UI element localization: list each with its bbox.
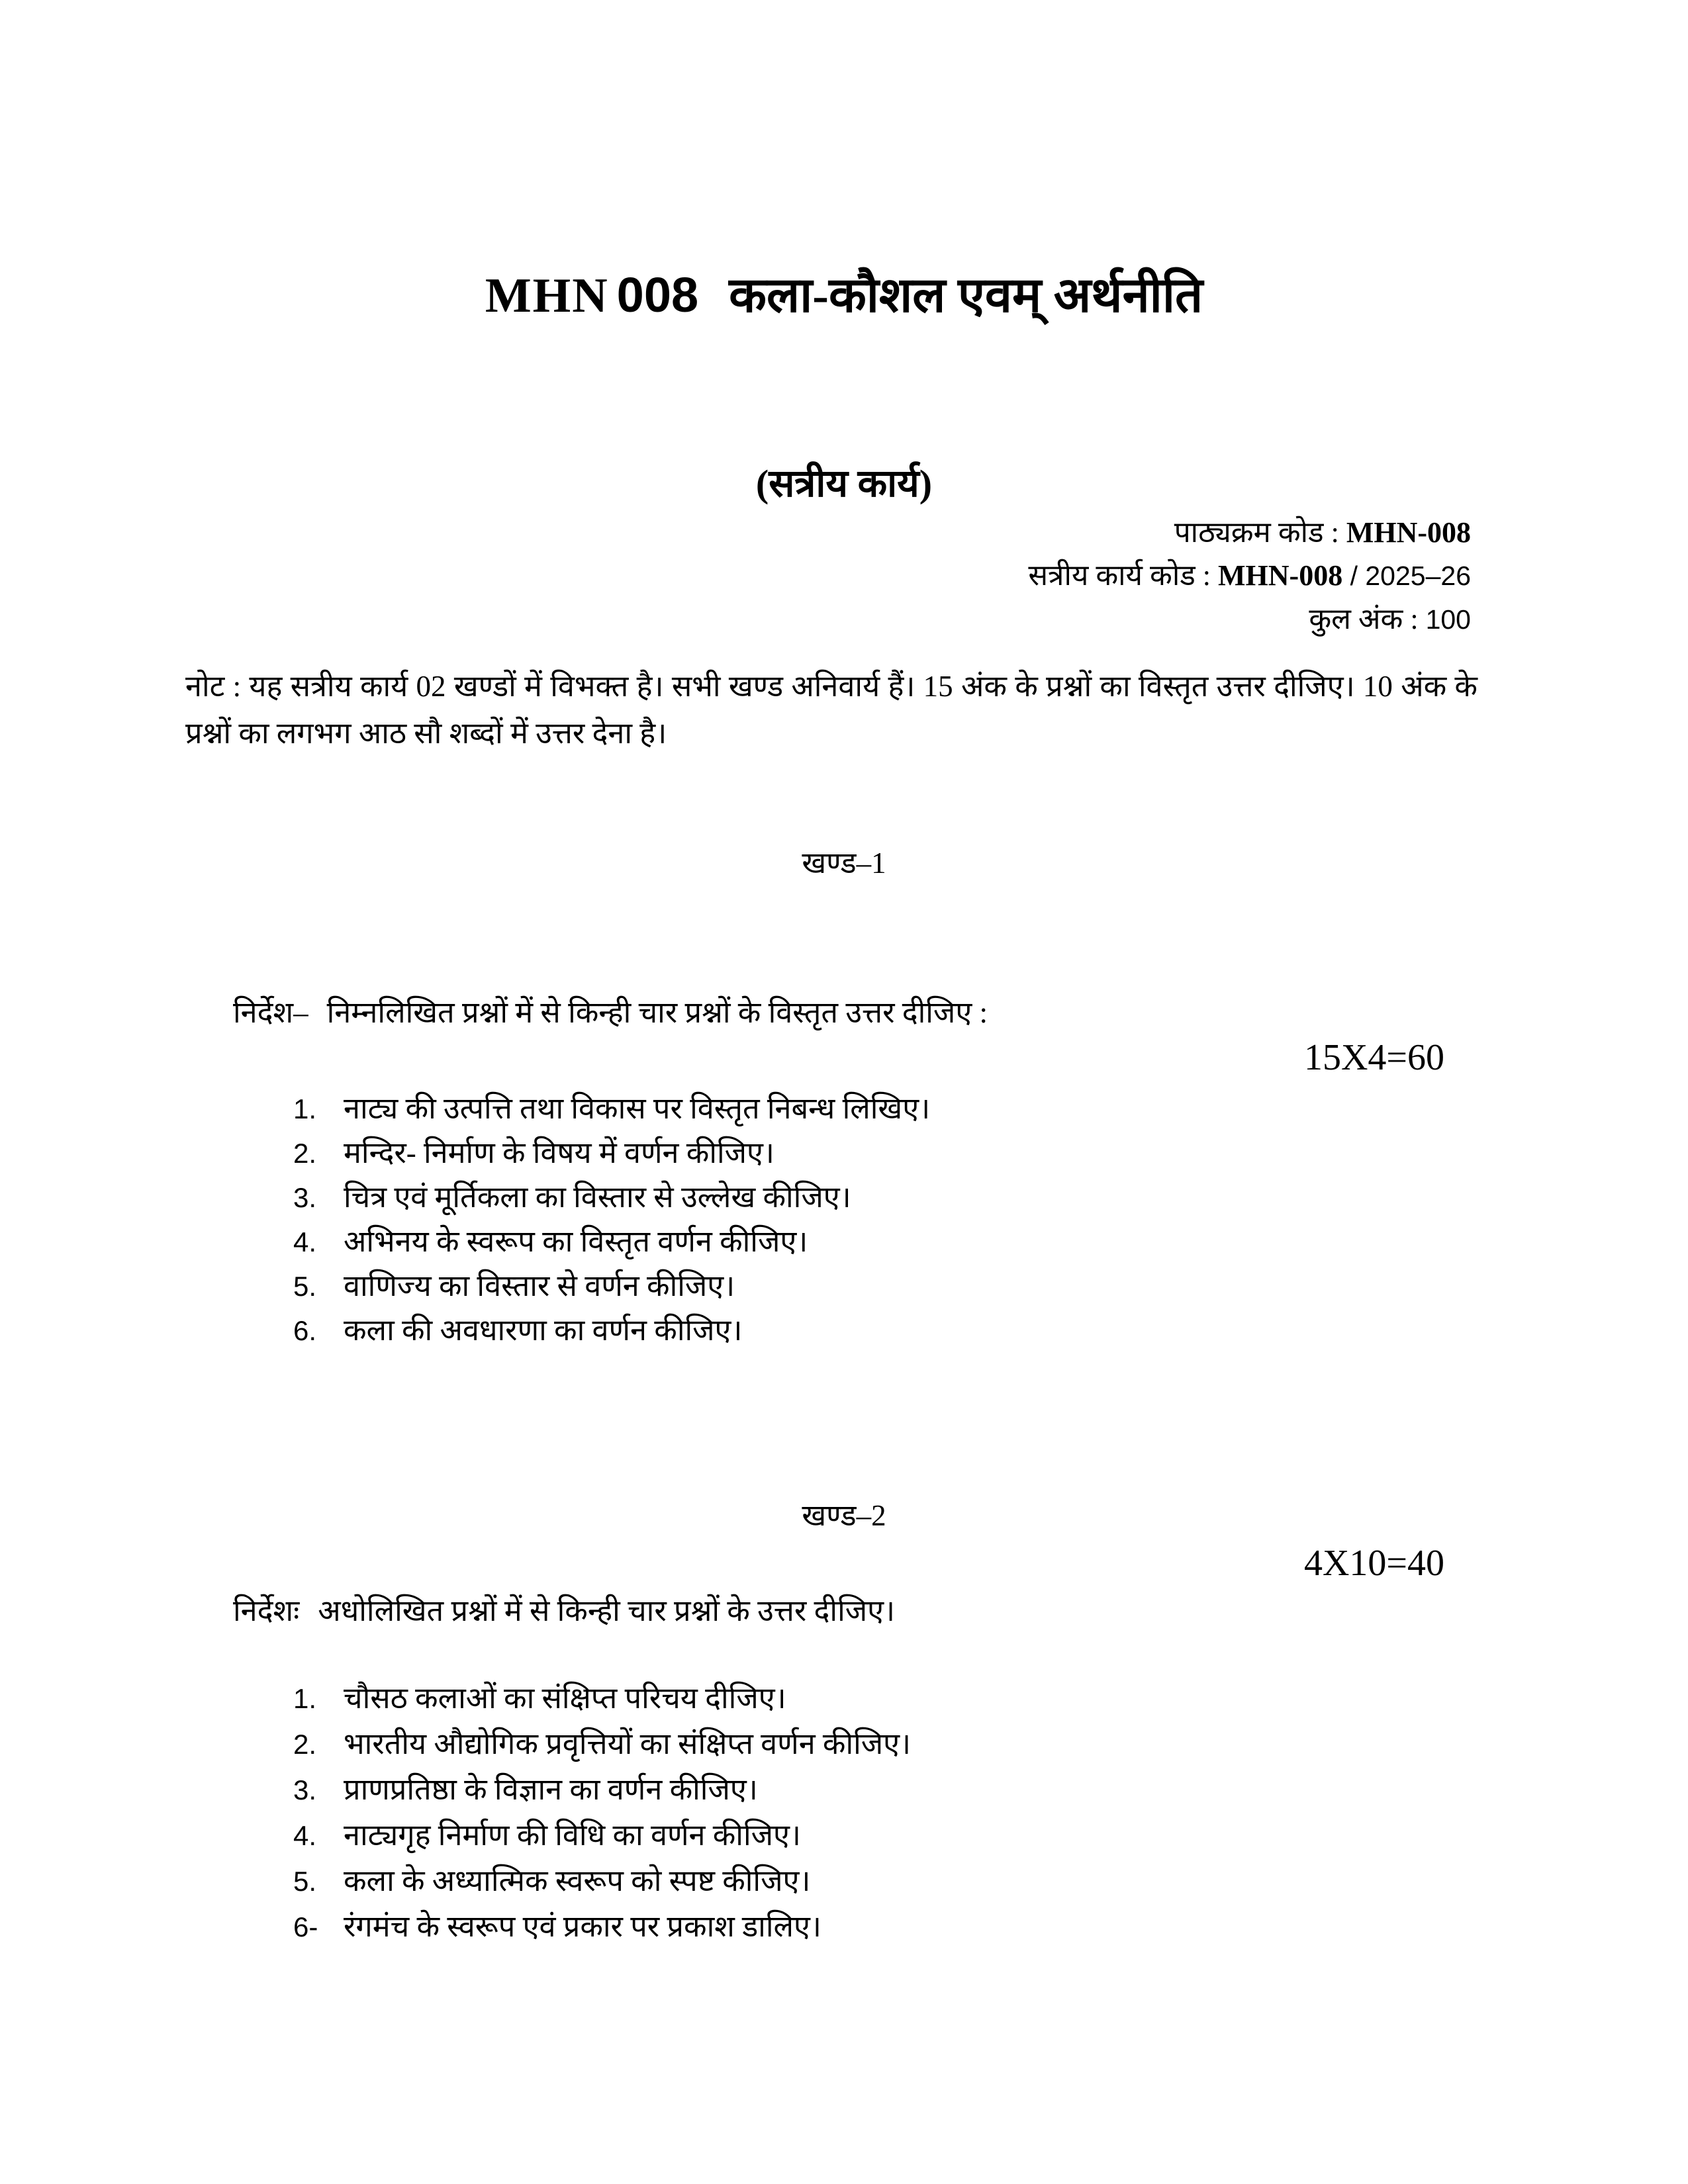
question-row [293,1308,930,1353]
question-number: 3. [293,1182,317,1213]
question-number: 2. [293,1729,317,1760]
question-number: 6. [293,1315,317,1346]
question-number: 2. [293,1138,317,1169]
page-title [0,259,1688,326]
section-2-instruction-label: निर्देशः [233,1594,300,1627]
question-text: रंगमंच के स्वरूप एवं प्रकार पर प्रकाश डालिए। [344,1910,821,1943]
course-code-number: 008 [616,267,699,322]
question-number: 1. [293,1683,317,1714]
question-row [293,1264,930,1308]
course-code-value: MHN-008 [1346,516,1471,549]
question-row [293,1175,930,1220]
question-number: 5. [293,1271,317,1302]
question-number: 4. [293,1226,317,1257]
section-1-heading: खण्ड–1 [802,846,886,880]
course-title-hindi: कला-कौशल एवम् अर्थनीति [729,269,1203,323]
question-row [293,1131,930,1175]
question-text: चित्र एवं मूर्तिकला का विस्तार से उल्लेख कीजिए। [344,1181,851,1214]
question-row [293,1858,911,1904]
question-text: मन्दिर- निर्माण के विषय में वर्णन कीजिए। [344,1136,774,1169]
question-row [293,1813,911,1858]
question-text: प्राणप्रतिष्ठा के विज्ञान का वर्णन कीजिए। [344,1773,758,1806]
question-number: 3. [293,1774,317,1805]
question-row [293,1676,911,1721]
question-text: कला की अवधारणा का वर्णन कीजिए। [344,1314,743,1347]
question-text: वाणिज्य का विस्तार से वर्णन कीजिए। [344,1269,735,1302]
section-1-instruction [233,991,988,1032]
question-text: भारतीय औद्योगिक प्रवृत्तियों का संक्षिप्त वर्णन कीजिए। [344,1727,912,1760]
question-number: 1. [293,1093,317,1124]
question-text: नाट्यगृह निर्माण की विधि का वर्णन कीजिए। [344,1819,801,1852]
section-2-heading: खण्ड–2 [802,1499,886,1532]
section-1-question-list [293,1087,930,1353]
assignment-code-value: MHN-008 [1218,559,1343,592]
assignment-session: / 2025–26 [1342,561,1471,591]
assignment-subtitle: (सत्रीय कार्य) [755,462,933,505]
total-marks-line [1028,598,1471,641]
question-text: चौसठ कलाओं का संक्षिप्त परिचय दीजिए। [344,1682,786,1715]
question-row [293,1087,930,1131]
course-code-prefix: MHN [485,269,609,323]
assignment-code-line [1028,554,1471,598]
question-number: 6- [293,1911,318,1942]
section-1-instruction-text: निम्नलिखित प्रश्नों में से किन्ही चार प्रश्नों के विस्तृत उत्तर दीजिए : [326,996,988,1029]
question-row [293,1220,930,1264]
course-code-line [1028,511,1471,554]
question-text: नाट्य की उत्पत्ति तथा विकास पर विस्तृत निबन्ध लिखिए। [344,1092,931,1125]
section-2-instruction-text: अधोलिखित प्रश्नों में से किन्ही चार प्रश्नों के उत्तर दीजिए। [318,1594,896,1627]
section-1-marks: 15X4=60 [1303,1037,1444,1078]
assignment-code-label: सत्रीय कार्य कोड : [1028,559,1219,592]
total-marks-label: कुल अंक : [1309,603,1426,635]
question-number: 5. [293,1866,317,1897]
section-2-instruction [233,1590,895,1630]
total-marks-value: 100 [1425,604,1471,635]
question-text: कला के अध्यात्मिक स्वरूप को स्पष्ट कीजिए। [344,1864,811,1897]
course-code-label: पाठ्यक्रम कोड : [1174,516,1346,549]
question-text: अभिनय के स्वरूप का विस्तृत वर्णन कीजिए। [344,1225,808,1258]
section-2-question-list [293,1676,911,1950]
note-paragraph: नोट : यह सत्रीय कार्य 02 खण्डों में विभक्त है। सभी खण्ड अनिवार्य हैं। 15 अंक के प्रश्नों का विस्तृत उत्तर दीजिए। 10 अंक के प्रश्नों का लगभग आठ सौ शब्दों में उत्तर देना है। [185,670,1477,750]
section-2-marks: 4X10=40 [1303,1543,1444,1584]
meta-block [1028,511,1471,641]
section-1-instruction-label: निर्देश– [233,996,308,1029]
question-row [293,1904,911,1950]
question-row [293,1721,911,1767]
question-number: 4. [293,1820,317,1851]
question-row [293,1767,911,1813]
